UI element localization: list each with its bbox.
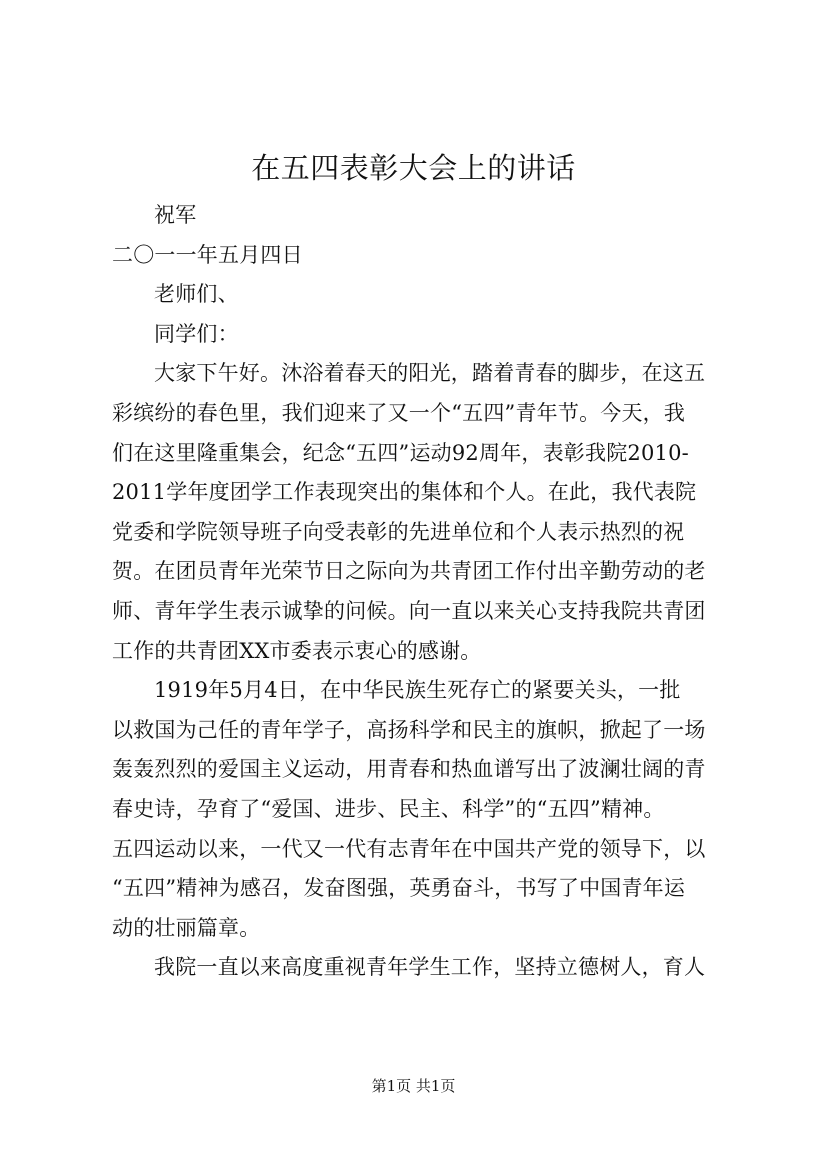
salutation-teachers: 老师们、	[154, 282, 239, 307]
paragraph-1-line: 大家下午好。沐浴着春天的阳光，踏着青春的脚步，在这五	[154, 361, 706, 386]
paragraph-1-line: 彩缤纷的春色里，我们迎来了又一个“五四”青年节。今天，我	[112, 400, 686, 425]
author-line: 祝军	[154, 203, 197, 227]
document-title: 在五四表彰大会上的讲话	[251, 151, 576, 185]
document-body	[112, 196, 738, 988]
paragraph-3-line: 我院一直以来高度重视青年学生工作，坚持立德树人，育人	[154, 955, 706, 980]
page-footer: 第1页 共1页	[371, 1077, 456, 1095]
paragraph-2-line: 轰轰烈烈的爱国主义运动，用青春和热血谱写出了波澜壮阔的青	[112, 757, 706, 782]
paragraph-2-line: 动的壮丽篇章。	[112, 915, 261, 940]
date-line: 二〇一一年五月四日	[112, 242, 303, 267]
paragraph-1-line: 2011学年度团学工作表现突出的集体和个人。在此，我代表院	[112, 480, 697, 505]
paragraph-2-line: 1919年5月4日，在中华民族生死存亡的紧要关头，一批	[154, 678, 681, 703]
paragraph-1-line: 党委和学院领导班子向受表彰的先进单位和个人表示热烈的祝	[112, 519, 685, 544]
salutation-students: 同学们：	[154, 321, 239, 346]
paragraph-2-line: 以救国为己任的青年学子，高扬科学和民主的旗帜，掀起了一场	[112, 717, 706, 742]
paragraph-2-line: “五四”精神为感召，发奋图强，英勇奋斗，书写了中国青年运	[112, 876, 686, 901]
paragraph-2-line: 五四运动以来，一代又一代有志青年在中国共产党的领导下，以	[112, 836, 706, 861]
paragraph-1-line: 工作的共青团XX市委表示衷心的感谢。	[112, 638, 482, 663]
paragraph-1-line: 们在这里隆重集会，纪念“五四”运动92周年，表彰我院2010-	[112, 440, 689, 465]
paragraph-2-line: 春史诗，孕育了“爱国、进步、民主、科学”的“五四”精神。	[112, 796, 665, 821]
paragraph-1-line: 贺。在团员青年光荣节日之际向为共青团工作付出辛勤劳动的老	[112, 559, 706, 584]
paragraph-1-line: 师、青年学生表示诚挚的问候。向一直以来关心支持我院共青团	[112, 598, 706, 623]
